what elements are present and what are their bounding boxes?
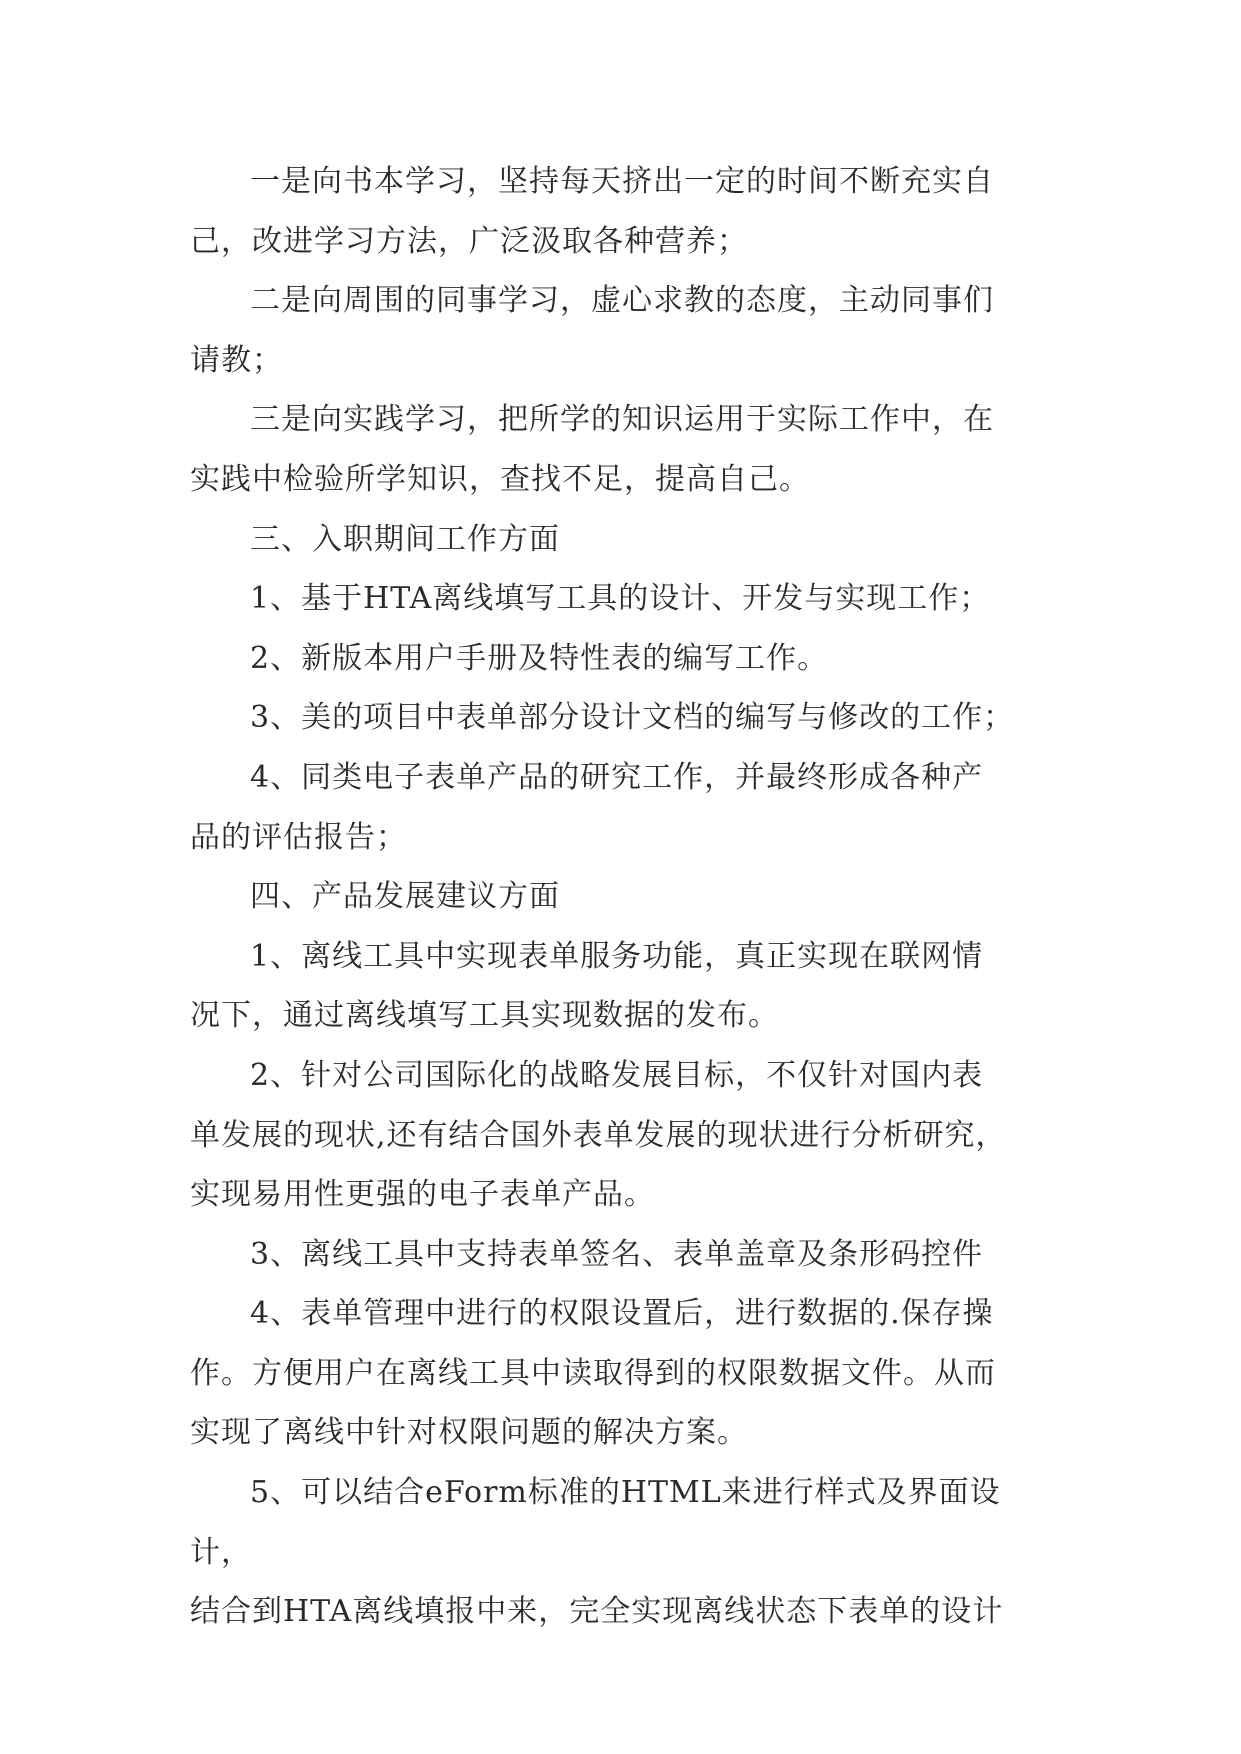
document-body [190, 152, 1050, 1642]
text-line: 作。方便用户在离线工具中读取得到的权限数据文件。从而 [190, 1355, 996, 1391]
text-line: 三是向实践学习，把所学的知识运用于实际工作中，在 [250, 402, 994, 438]
text-line: 己，改进学习方法，广泛汲取各种营养； [190, 223, 748, 259]
text-line: 4、表单管理中进行的权限设置后，进行数据的.保存操 [250, 1296, 994, 1332]
text-line: 品的评估报告； [190, 819, 407, 855]
text-line: 2、针对公司国际化的战略发展目标，不仅针对国内表 [250, 1057, 984, 1093]
text-line: 2、新版本用户手册及特性表的编写工作。 [250, 640, 829, 676]
text-line: 实现了离线中针对权限问题的解决方案。 [190, 1415, 748, 1451]
text-line: 1、离线工具中实现表单服务功能，真正实现在联网情 [250, 938, 984, 974]
text-line: 请教； [190, 342, 283, 378]
text-line: 单发展的现状,还有结合国外表单发展的现状进行分析研究， [190, 1117, 1007, 1153]
text-line: 实践中检验所学知识，查找不足，提高自己。 [190, 461, 810, 497]
text-line: 5、可以结合eForm标准的HTML来进行样式及界面设计， [190, 1475, 1001, 1570]
section-heading: 三、入职期间工作方面 [250, 521, 560, 557]
text-line: 况下，通过离线填写工具实现数据的发布。 [190, 998, 779, 1034]
text-line: 结合到HTA离线填报中来，完全实现离线状态下表单的设计 [190, 1594, 1004, 1630]
text-line: 4、同类电子表单产品的研究工作，并最终形成各种产 [250, 759, 984, 795]
text-line: 3、美的项目中表单部分设计文档的编写与修改的工作； [250, 700, 1015, 736]
section-heading: 四、产品发展建议方面 [250, 879, 560, 915]
text-line: 一是向书本学习，坚持每天挤出一定的时间不断充实自 [250, 164, 994, 199]
text-line: 二是向周围的同事学习，虚心求教的态度，主动同事们 [250, 283, 994, 319]
text-line: 3、离线工具中支持表单签名、表单盖章及条形码控件 [250, 1236, 984, 1272]
text-line: 实现易用性更强的电子表单产品。 [190, 1177, 655, 1213]
text-line: 1、基于HTA离线填写工具的设计、开发与实现工作； [250, 581, 991, 617]
